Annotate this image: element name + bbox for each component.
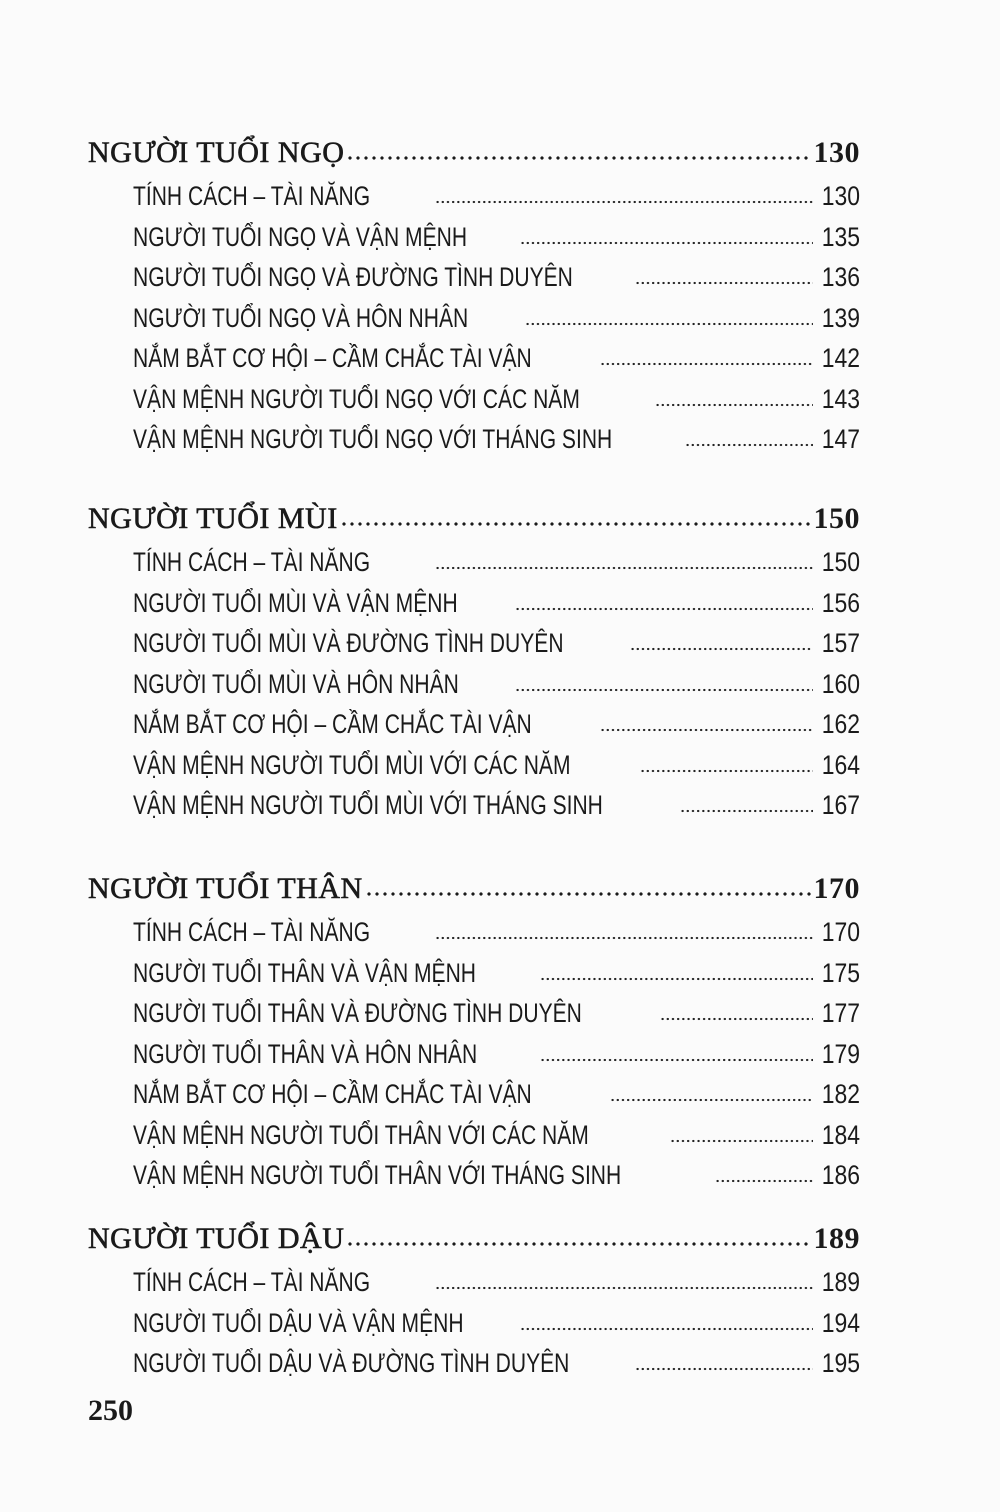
dot-leader bbox=[346, 1241, 811, 1247]
dot-leader bbox=[435, 200, 813, 204]
toc-entry[interactable] bbox=[133, 176, 860, 217]
section-title: NGƯỜI TUỔI THÂN bbox=[88, 872, 363, 905]
toc-entry[interactable] bbox=[133, 379, 860, 420]
dot-leader bbox=[660, 1017, 813, 1021]
page-number: 250 bbox=[88, 1394, 133, 1427]
dot-leader bbox=[640, 769, 813, 773]
entry-page-number: 175 bbox=[821, 957, 860, 988]
dot-leader bbox=[515, 688, 813, 692]
dot-leader bbox=[635, 1367, 813, 1371]
section-page-number: 130 bbox=[813, 136, 860, 169]
toc-section bbox=[88, 136, 860, 460]
toc-entry[interactable] bbox=[133, 1155, 860, 1196]
entry-label: TÍNH CÁCH – TÀI NĂNG bbox=[133, 1267, 371, 1297]
section-title: NGƯỜI TUỔI DẬU bbox=[88, 1222, 345, 1255]
entry-label: TÍNH CÁCH – TÀI NĂNG bbox=[133, 917, 371, 947]
toc-entry[interactable] bbox=[133, 785, 860, 826]
entry-page-number: 143 bbox=[821, 383, 860, 414]
entry-label: NGƯỜI TUỔI DẬU VÀ ĐƯỜNG TÌNH DUYÊN bbox=[133, 1348, 570, 1378]
dot-leader bbox=[655, 403, 813, 407]
entry-page-number: 186 bbox=[821, 1160, 860, 1190]
dot-leader bbox=[340, 521, 812, 527]
entry-label: NGƯỜI TUỔI THÂN VÀ VẬN MỆNH bbox=[133, 957, 477, 988]
section-title: NGƯỜI TUỔI MÙI bbox=[88, 502, 338, 535]
dot-leader bbox=[435, 566, 813, 570]
entry-page-number: 184 bbox=[821, 1119, 860, 1150]
entry-page-number: 177 bbox=[821, 998, 860, 1028]
entry-label: NGƯỜI TUỔI THÂN VÀ ĐƯỜNG TÌNH DUYÊN bbox=[133, 998, 582, 1028]
entry-page-number: 130 bbox=[821, 181, 860, 211]
dot-leader bbox=[685, 443, 813, 447]
entry-list bbox=[133, 542, 860, 826]
dot-leader bbox=[670, 1139, 813, 1143]
entry-label: NẮM BẮT CƠ HỘI – CẦM CHẮC TÀI VẬN bbox=[133, 343, 532, 373]
entry-label: VẬN MỆNH NGƯỜI TUỔI NGỌ VỚI THÁNG SINH bbox=[133, 424, 613, 454]
toc-entry[interactable] bbox=[133, 298, 860, 339]
toc-entry[interactable] bbox=[133, 704, 860, 745]
toc-entry[interactable] bbox=[133, 664, 860, 705]
dot-leader bbox=[515, 607, 813, 611]
entry-label: TÍNH CÁCH – TÀI NĂNG bbox=[133, 181, 371, 211]
entry-page-number: 136 bbox=[821, 262, 860, 292]
entry-page-number: 170 bbox=[821, 917, 860, 947]
dot-leader bbox=[715, 1179, 813, 1183]
toc-entry[interactable] bbox=[133, 338, 860, 379]
entry-label: NẮM BẮT CƠ HỘI – CẦM CHẮC TÀI VẬN bbox=[133, 1079, 532, 1109]
entry-page-number: 147 bbox=[821, 424, 860, 454]
dot-leader bbox=[520, 241, 813, 245]
toc-section bbox=[88, 872, 860, 1196]
entry-label: VẬN MỆNH NGƯỜI TUỔI THÂN VỚI THÁNG SINH bbox=[133, 1160, 622, 1190]
entry-label: VẬN MỆNH NGƯỜI TUỔI THÂN VỚI CÁC NĂM bbox=[133, 1119, 589, 1150]
dot-leader bbox=[435, 1286, 813, 1290]
dot-leader bbox=[525, 322, 813, 326]
dot-leader bbox=[346, 155, 811, 161]
entry-label: NGƯỜI TUỔI MÙI VÀ VẬN MỆNH bbox=[133, 587, 458, 618]
entry-label: VẬN MỆNH NGƯỜI TUỔI MÙI VỚI THÁNG SINH bbox=[133, 790, 603, 820]
entry-page-number: 179 bbox=[821, 1038, 860, 1069]
dot-leader bbox=[680, 809, 813, 813]
dot-leader bbox=[540, 1058, 813, 1062]
toc-entry[interactable] bbox=[133, 1262, 860, 1303]
toc-entry[interactable] bbox=[133, 1115, 860, 1156]
entry-label: NGƯỜI TUỔI DẬU VÀ VẬN MỆNH bbox=[133, 1307, 464, 1338]
entry-label: NGƯỜI TUỔI NGỌ VÀ ĐƯỜNG TÌNH DUYÊN bbox=[133, 262, 573, 292]
dot-leader bbox=[365, 891, 812, 897]
toc-entry[interactable] bbox=[133, 1303, 860, 1344]
entry-label: NGƯỜI TUỔI MÙI VÀ HÔN NHÂN bbox=[133, 668, 459, 699]
toc-entry[interactable] bbox=[133, 745, 860, 786]
section-title: NGƯỜI TUỔI NGỌ bbox=[88, 136, 345, 169]
entry-label: NGƯỜI TUỔI THÂN VÀ HÔN NHÂN bbox=[133, 1038, 478, 1069]
toc-entry[interactable] bbox=[133, 1074, 860, 1115]
entry-label: VẬN MỆNH NGƯỜI TUỔI MÙI VỚI CÁC NĂM bbox=[133, 749, 571, 780]
dot-leader bbox=[630, 647, 813, 651]
entry-list bbox=[133, 1262, 860, 1384]
toc-entry[interactable] bbox=[133, 257, 860, 298]
entry-label: NGƯỜI TUỔI NGỌ VÀ VẬN MỆNH bbox=[133, 221, 468, 252]
entry-page-number: 156 bbox=[821, 587, 860, 618]
dot-leader bbox=[435, 936, 813, 940]
toc-entry[interactable] bbox=[133, 419, 860, 460]
entry-page-number: 150 bbox=[821, 547, 860, 577]
entry-list bbox=[133, 176, 860, 460]
entry-label: TÍNH CÁCH – TÀI NĂNG bbox=[133, 547, 371, 577]
toc-section bbox=[88, 1222, 860, 1384]
entry-page-number: 142 bbox=[821, 343, 860, 373]
entry-page-number: 195 bbox=[821, 1348, 860, 1378]
dot-leader bbox=[635, 281, 813, 285]
toc-entry[interactable] bbox=[133, 623, 860, 664]
entry-page-number: 160 bbox=[821, 668, 860, 699]
toc-entry[interactable] bbox=[133, 912, 860, 953]
entry-page-number: 194 bbox=[821, 1307, 860, 1338]
entry-label: NẮM BẮT CƠ HỘI – CẦM CHẮC TÀI VẬN bbox=[133, 709, 532, 739]
entry-page-number: 167 bbox=[821, 790, 860, 820]
toc-entry[interactable] bbox=[133, 953, 860, 994]
toc-entry[interactable] bbox=[133, 1343, 860, 1384]
entry-label: NGƯỜI TUỔI MÙI VÀ ĐƯỜNG TÌNH DUYÊN bbox=[133, 628, 564, 658]
entry-page-number: 139 bbox=[821, 302, 860, 333]
entry-label: NGƯỜI TUỔI NGỌ VÀ HÔN NHÂN bbox=[133, 302, 469, 333]
entry-label: VẬN MỆNH NGƯỜI TUỔI NGỌ VỚI CÁC NĂM bbox=[133, 383, 580, 414]
entry-page-number: 182 bbox=[821, 1079, 860, 1109]
section-heading[interactable] bbox=[88, 1222, 860, 1262]
section-page-number: 150 bbox=[813, 502, 860, 535]
entry-page-number: 135 bbox=[821, 221, 860, 252]
entry-page-number: 164 bbox=[821, 749, 860, 780]
toc-entry[interactable] bbox=[133, 1034, 860, 1075]
dot-leader bbox=[520, 1327, 813, 1331]
entry-page-number: 189 bbox=[821, 1267, 860, 1297]
toc-entry[interactable] bbox=[133, 583, 860, 624]
entry-page-number: 157 bbox=[821, 628, 860, 658]
dot-leader bbox=[600, 362, 813, 366]
toc-entry[interactable] bbox=[133, 217, 860, 258]
entry-list bbox=[133, 912, 860, 1196]
entry-page-number: 162 bbox=[821, 709, 860, 739]
dot-leader bbox=[610, 1098, 813, 1102]
section-heading[interactable] bbox=[88, 136, 860, 176]
toc-entry[interactable] bbox=[133, 993, 860, 1034]
section-heading[interactable] bbox=[88, 872, 860, 912]
section-page-number: 170 bbox=[813, 872, 860, 905]
toc-section bbox=[88, 502, 860, 826]
section-page-number: 189 bbox=[813, 1222, 860, 1255]
dot-leader bbox=[540, 977, 813, 981]
toc-entry[interactable] bbox=[133, 542, 860, 583]
dot-leader bbox=[600, 728, 813, 732]
section-heading[interactable] bbox=[88, 502, 860, 542]
